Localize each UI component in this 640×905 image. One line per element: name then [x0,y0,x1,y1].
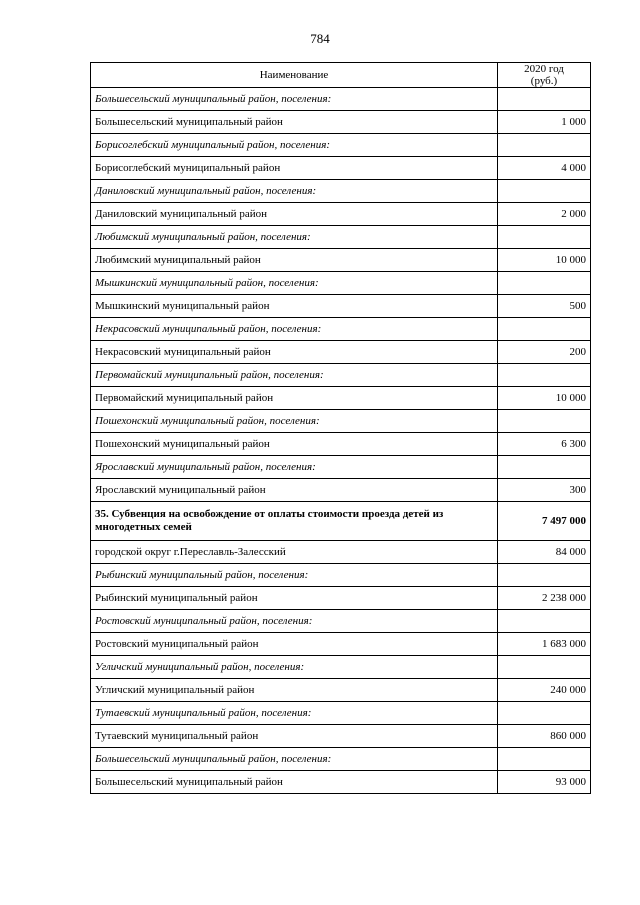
table-row [91,295,591,318]
row-value [498,134,591,157]
row-value [498,564,591,587]
row-value: 200 [498,341,591,364]
row-value: 240 000 [498,679,591,702]
group-row [91,364,591,387]
row-name: Тутаевский муниципальный район [91,725,498,748]
table-header-row [91,63,591,88]
section-title: 35. Субвенция на освобождение от оплаты стоимости проезда детей из многодетных семей [91,502,498,541]
group-header: Борисоглебский муниципальный район, поселения: [91,134,498,157]
row-value: 2 000 [498,203,591,226]
row-name: Борисоглебский муниципальный район [91,157,498,180]
table-row [91,387,591,410]
table-row [91,725,591,748]
group-row [91,272,591,295]
group-header: Ярославский муниципальный район, поселения: [91,456,498,479]
group-header: Даниловский муниципальный район, поселения: [91,180,498,203]
group-row [91,134,591,157]
table-row [91,587,591,610]
group-header: Мышкинский муниципальный район, поселения: [91,272,498,295]
row-name: городской округ г.Переславль-Залесский [91,541,498,564]
row-name: Ярославский муниципальный район [91,479,498,502]
table-row [91,541,591,564]
row-name: Рыбинский муниципальный район [91,587,498,610]
row-value [498,364,591,387]
group-header: Любимский муниципальный район, поселения: [91,226,498,249]
row-value [498,272,591,295]
group-row [91,318,591,341]
table-row [91,679,591,702]
row-value: 84 000 [498,541,591,564]
row-name: Большесельский муниципальный район [91,771,498,794]
row-value: 860 000 [498,725,591,748]
group-row [91,410,591,433]
row-value: 6 300 [498,433,591,456]
row-value [498,610,591,633]
row-value: 10 000 [498,249,591,272]
row-value: 7 497 000 [498,502,591,541]
group-row [91,702,591,725]
row-value: 4 000 [498,157,591,180]
row-value: 1 000 [498,111,591,134]
group-row [91,180,591,203]
group-header: Первомайский муниципальный район, поселения: [91,364,498,387]
table-row [91,433,591,456]
group-header: Большесельский муниципальный район, поселения: [91,88,498,111]
row-name: Ростовский муниципальный район [91,633,498,656]
row-name: Некрасовский муниципальный район [91,341,498,364]
row-value: 10 000 [498,387,591,410]
column-header-year-label: 2020 год [524,63,564,75]
table-row [91,479,591,502]
row-value [498,702,591,725]
group-row [91,748,591,771]
column-header-unit: (руб.) [530,75,558,87]
table-body [91,88,591,794]
row-value [498,88,591,111]
row-value [498,410,591,433]
table-row [91,249,591,272]
row-value: 93 000 [498,771,591,794]
group-row [91,564,591,587]
group-header: Пошехонский муниципальный район, поселения: [91,410,498,433]
row-value [498,180,591,203]
group-row [91,610,591,633]
group-row [91,88,591,111]
row-name: Мышкинский муниципальный район [91,295,498,318]
group-header: Тутаевский муниципальный район, поселения: [91,702,498,725]
table-row [91,111,591,134]
row-name: Пошехонский муниципальный район [91,433,498,456]
group-row [91,226,591,249]
row-value [498,318,591,341]
row-value [498,456,591,479]
row-name: Любимский муниципальный район [91,249,498,272]
row-value [498,656,591,679]
row-name: Большесельский муниципальный район [91,111,498,134]
column-header-year [498,63,591,88]
row-value: 500 [498,295,591,318]
table-row [91,633,591,656]
section-row [91,502,591,541]
group-row [91,656,591,679]
column-header-name: Наименование [91,63,498,88]
row-name: Угличский муниципальный район [91,679,498,702]
row-value: 300 [498,479,591,502]
page-number: 784 [310,31,330,46]
row-name: Первомайский муниципальный район [91,387,498,410]
row-value: 2 238 000 [498,587,591,610]
group-header: Большесельский муниципальный район, поселения: [91,748,498,771]
table-row [91,157,591,180]
table-row [91,341,591,364]
group-row [91,456,591,479]
row-value: 1 683 000 [498,633,591,656]
table-row [91,203,591,226]
group-header: Рыбинский муниципальный район, поселения: [91,564,498,587]
group-header: Ростовский муниципальный район, поселения: [91,610,498,633]
budget-table [90,62,591,794]
group-header: Угличский муниципальный район, поселения: [91,656,498,679]
table-row [91,771,591,794]
group-header: Некрасовский муниципальный район, поселения: [91,318,498,341]
row-name: Даниловский муниципальный район [91,203,498,226]
row-value [498,226,591,249]
row-value [498,748,591,771]
